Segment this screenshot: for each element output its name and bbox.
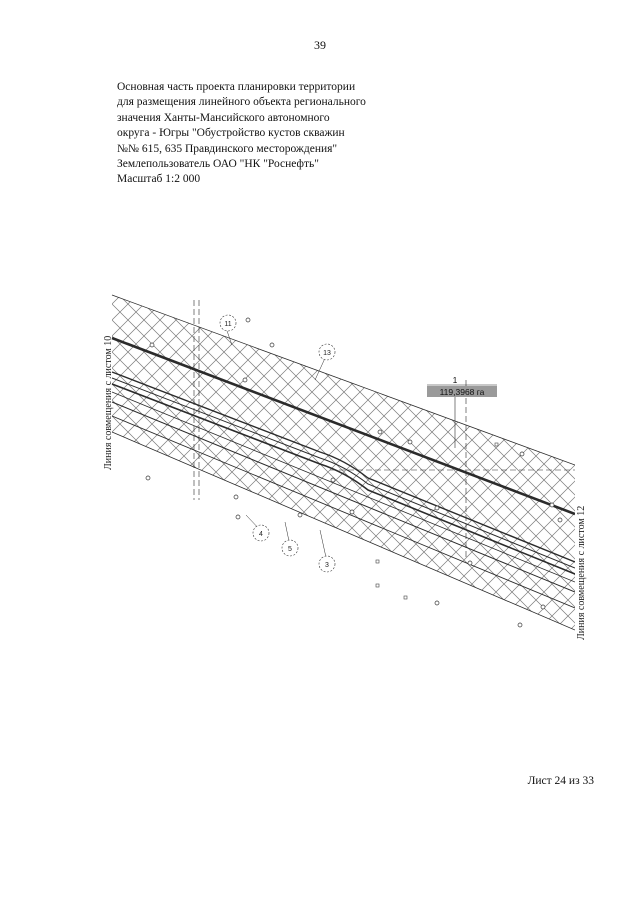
survey-point bbox=[243, 378, 247, 382]
area-label-number: 1 bbox=[452, 375, 458, 385]
survey-point bbox=[234, 495, 238, 499]
survey-point bbox=[146, 476, 150, 480]
callout-label: 5 bbox=[288, 546, 292, 553]
title-line: округа - Югры "Обустройство кустов скважин bbox=[117, 127, 345, 140]
callout-label: 13 bbox=[323, 350, 331, 357]
area-label bbox=[427, 375, 497, 397]
survey-point bbox=[150, 343, 154, 347]
marker-square bbox=[376, 560, 379, 563]
left-match-line-label: Линия совмещения с листом 10 bbox=[103, 335, 114, 470]
survey-point bbox=[435, 506, 439, 510]
right-match-line-label: Линия совмещения с листом 12 bbox=[576, 505, 587, 640]
title-line: Основная часть проекта планировки территории bbox=[117, 81, 356, 93]
survey-point bbox=[435, 601, 439, 605]
survey-point bbox=[378, 430, 382, 434]
scale-line: Масштаб 1:2 000 bbox=[117, 173, 201, 186]
area-label-value: 119,3968 га bbox=[439, 387, 485, 397]
survey-point bbox=[298, 513, 302, 517]
title-line: значения Ханты-Мансийского автономного bbox=[117, 111, 330, 124]
survey-point bbox=[331, 478, 335, 482]
survey-point bbox=[350, 510, 354, 514]
survey-point bbox=[246, 318, 250, 322]
callout-label: 11 bbox=[224, 321, 232, 328]
callout-label: 3 bbox=[325, 562, 329, 569]
marker-square bbox=[376, 584, 379, 587]
survey-point bbox=[408, 440, 412, 444]
callout-label: 4 bbox=[259, 531, 263, 538]
survey-point bbox=[520, 452, 524, 456]
marker-square bbox=[404, 596, 407, 599]
sheet-number: Лист 24 из 33 bbox=[527, 775, 594, 787]
survey-point bbox=[541, 605, 545, 609]
title-line: для размещения линейного объекта регионального bbox=[117, 96, 366, 109]
survey-point bbox=[236, 515, 240, 519]
survey-point bbox=[558, 518, 562, 522]
survey-point bbox=[550, 503, 554, 507]
title-line: №№ 615, 635 Правдинского месторождения" bbox=[117, 142, 338, 155]
page-number: 39 bbox=[314, 38, 326, 52]
survey-point bbox=[468, 561, 472, 565]
survey-point bbox=[518, 623, 522, 627]
title-line: Землепользователь ОАО "НК "Роснефть" bbox=[117, 158, 319, 171]
survey-point bbox=[270, 343, 274, 347]
